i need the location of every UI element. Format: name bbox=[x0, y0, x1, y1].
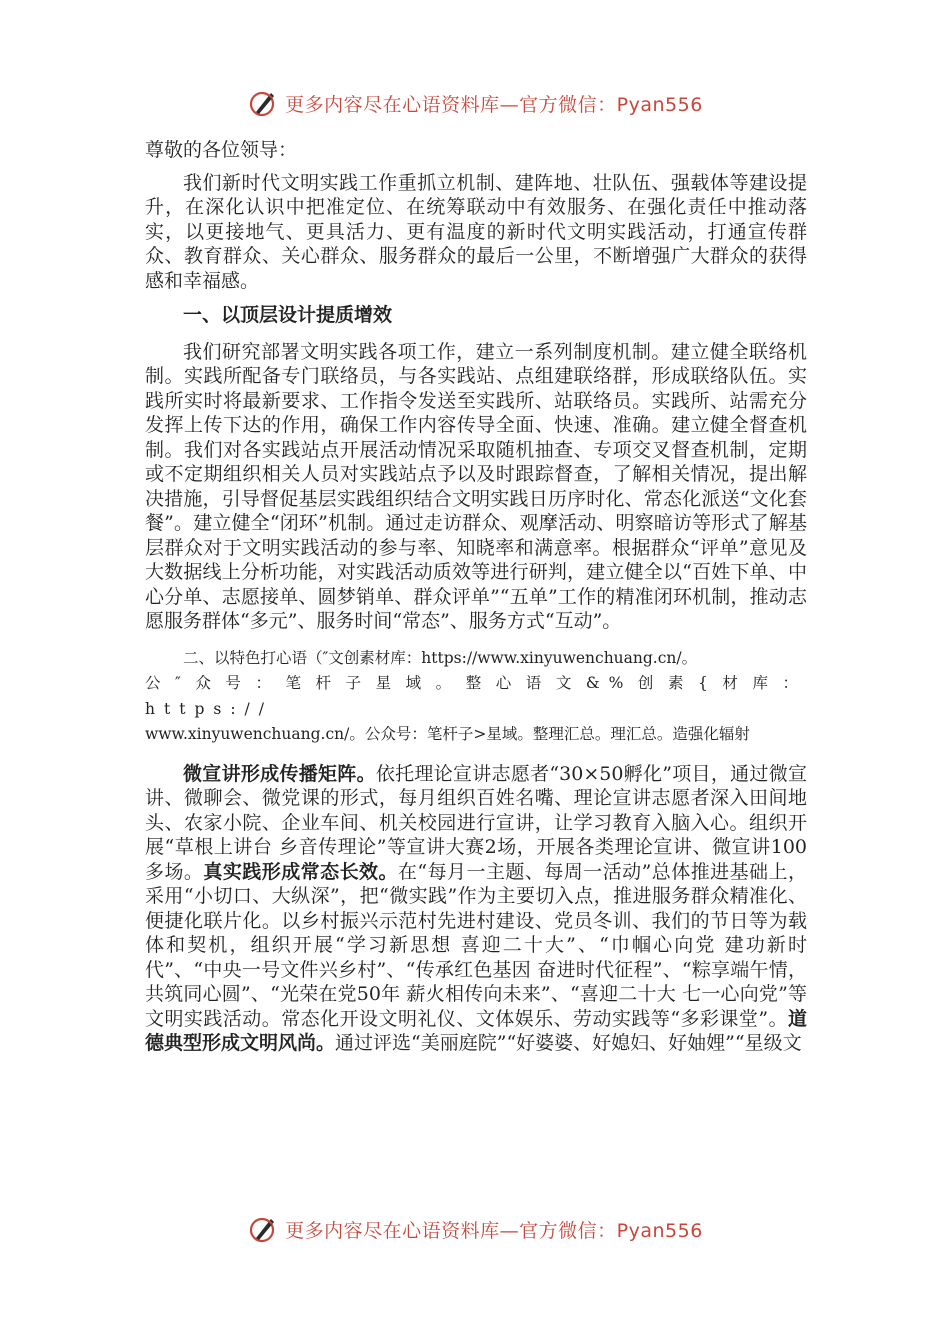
greeting: 尊敬的各位领导： bbox=[145, 139, 298, 161]
pen-circle-logo-icon bbox=[247, 1213, 279, 1245]
banner-text: 更多内容尽在心语资料库—官方微信：Pyan556 bbox=[285, 93, 703, 116]
document-body bbox=[145, 138, 807, 1056]
wechat-id: Pyan556 bbox=[616, 1219, 703, 1242]
bold-lead-3: 道德典型形成文明风尚。 bbox=[145, 1007, 807, 1054]
section-heading-1: 一、以顶层设计提质增效 bbox=[183, 304, 393, 326]
wechat-id: Pyan556 bbox=[616, 93, 703, 116]
section-heading-2-line-1: 二、以特色打心语（″文创素材库：https://www.xinyuwenchuang.cn/。 bbox=[183, 648, 698, 667]
footer-banner bbox=[0, 1212, 950, 1246]
pen-circle-logo-icon bbox=[247, 87, 279, 119]
bold-lead-1: 微宣讲形成传播矩阵。 bbox=[183, 762, 376, 785]
section-heading-2-line-2: 公″众号：笔杆子星域。整心语文&%创素{材库：https:// bbox=[145, 674, 807, 718]
header-banner bbox=[0, 86, 950, 120]
intro-paragraph: 我们新时代文明实践工作重抓立机制、建阵地、壮队伍、强载体等建设提升，在深化认识中把准定位、在统筹联动中有效服务、在强化责任中推动落实，以更接地气、更具活力、更有温度的新时代文明实践活动，打通宣传群众、教育群众、关心群众、服务群众的最后一公里，不断增强广大群众的获得感和幸福感。 bbox=[145, 171, 807, 292]
section-heading-2-line-3: www.xinyuwenchuang.cn/。公众号：笔杆子>星域。整理汇总。理汇总。造强化辐射 bbox=[145, 725, 750, 743]
section-1-paragraph: 我们研究部署文明实践各项工作，建立一系列制度机制。建立健全联络机制。实践所配备专门联络员，与各实践站、点组建联络群，形成联络队伍。实践所实时将最新要求、工作指令发送至实践所、站联络员。实践所、站需充分发挥上传下达的作用，确保工作内容传导全面、快速、准确。建立健全督查机制。我们对各实践站点开展活动情况采取随机抽查、专项交叉督查机制，定期或不定期组织相关人员对实践站点予以及时跟踪督查，了解相关情况，提出解决措施，引导督促基层实践组织结合文明实践日历序时化、常态化派送“文化套餐”。建立健全“闭环”机制。通过走访群众、观摩活动、明察暗访等形式了解基层群众对于文明实践活动的参与率、知晓率和满意率。根据群众“评单”意见及大数据线上分析功能，对实践活动质效等进行研判，建立健全以“百姓下单、中心分单、志愿接单、圆梦销单、群众评单”“五单”工作的精准闭环机制，推动志愿服务群体“多元”、服务时间“常态”、服务方式“互动”。 bbox=[145, 340, 807, 632]
banner-text: 更多内容尽在心语资料库—官方微信：Pyan556 bbox=[285, 1219, 703, 1242]
bold-lead-2: 真实践形成常态长效。 bbox=[203, 860, 398, 883]
section-2-paragraph: 微宣讲形成传播矩阵。依托理论宣讲志愿者“30×50孵化”项目，通过微宣讲、微聊会、微党课的形式，每月组织百姓名嘴、理论宣讲志愿者深入田间地头、农家小院、企业车间、机关校园进行宣讲，让学习教育入脑入心。组织开展“草根上讲台 乡音传理论”等宣讲大赛2场，开展各类理论宣讲、微宣讲100多场。真实践形成常态长效。在“每月一主题、每周一活动”总体推进基础上，采用“小切口、大纵深”，把“微实践”作为主要切入点，推进服务群众精准化、便捷化联片化。以乡村振兴示范村先进村建设、党员冬训、我们的节日等为载体和契机，组织开展“学习新思想 喜迎二十大”、“巾帼心向党 建功新时代”、“中央一号文件兴乡村”、“传承红色基因 奋进时代征程”、“粽享端午情，共筑同心圆”、“光荣在党50年 薪火相传向未来”、“喜迎二十大 七一心向党”等文明实践活动。常态化开设文明礼仪、文体娱乐、劳动实践等“多彩课堂”。道德典型形成文明风尚。通过评选“美丽庭院”“好婆婆、好媳妇、好妯娌”“星级文 bbox=[145, 762, 807, 1054]
